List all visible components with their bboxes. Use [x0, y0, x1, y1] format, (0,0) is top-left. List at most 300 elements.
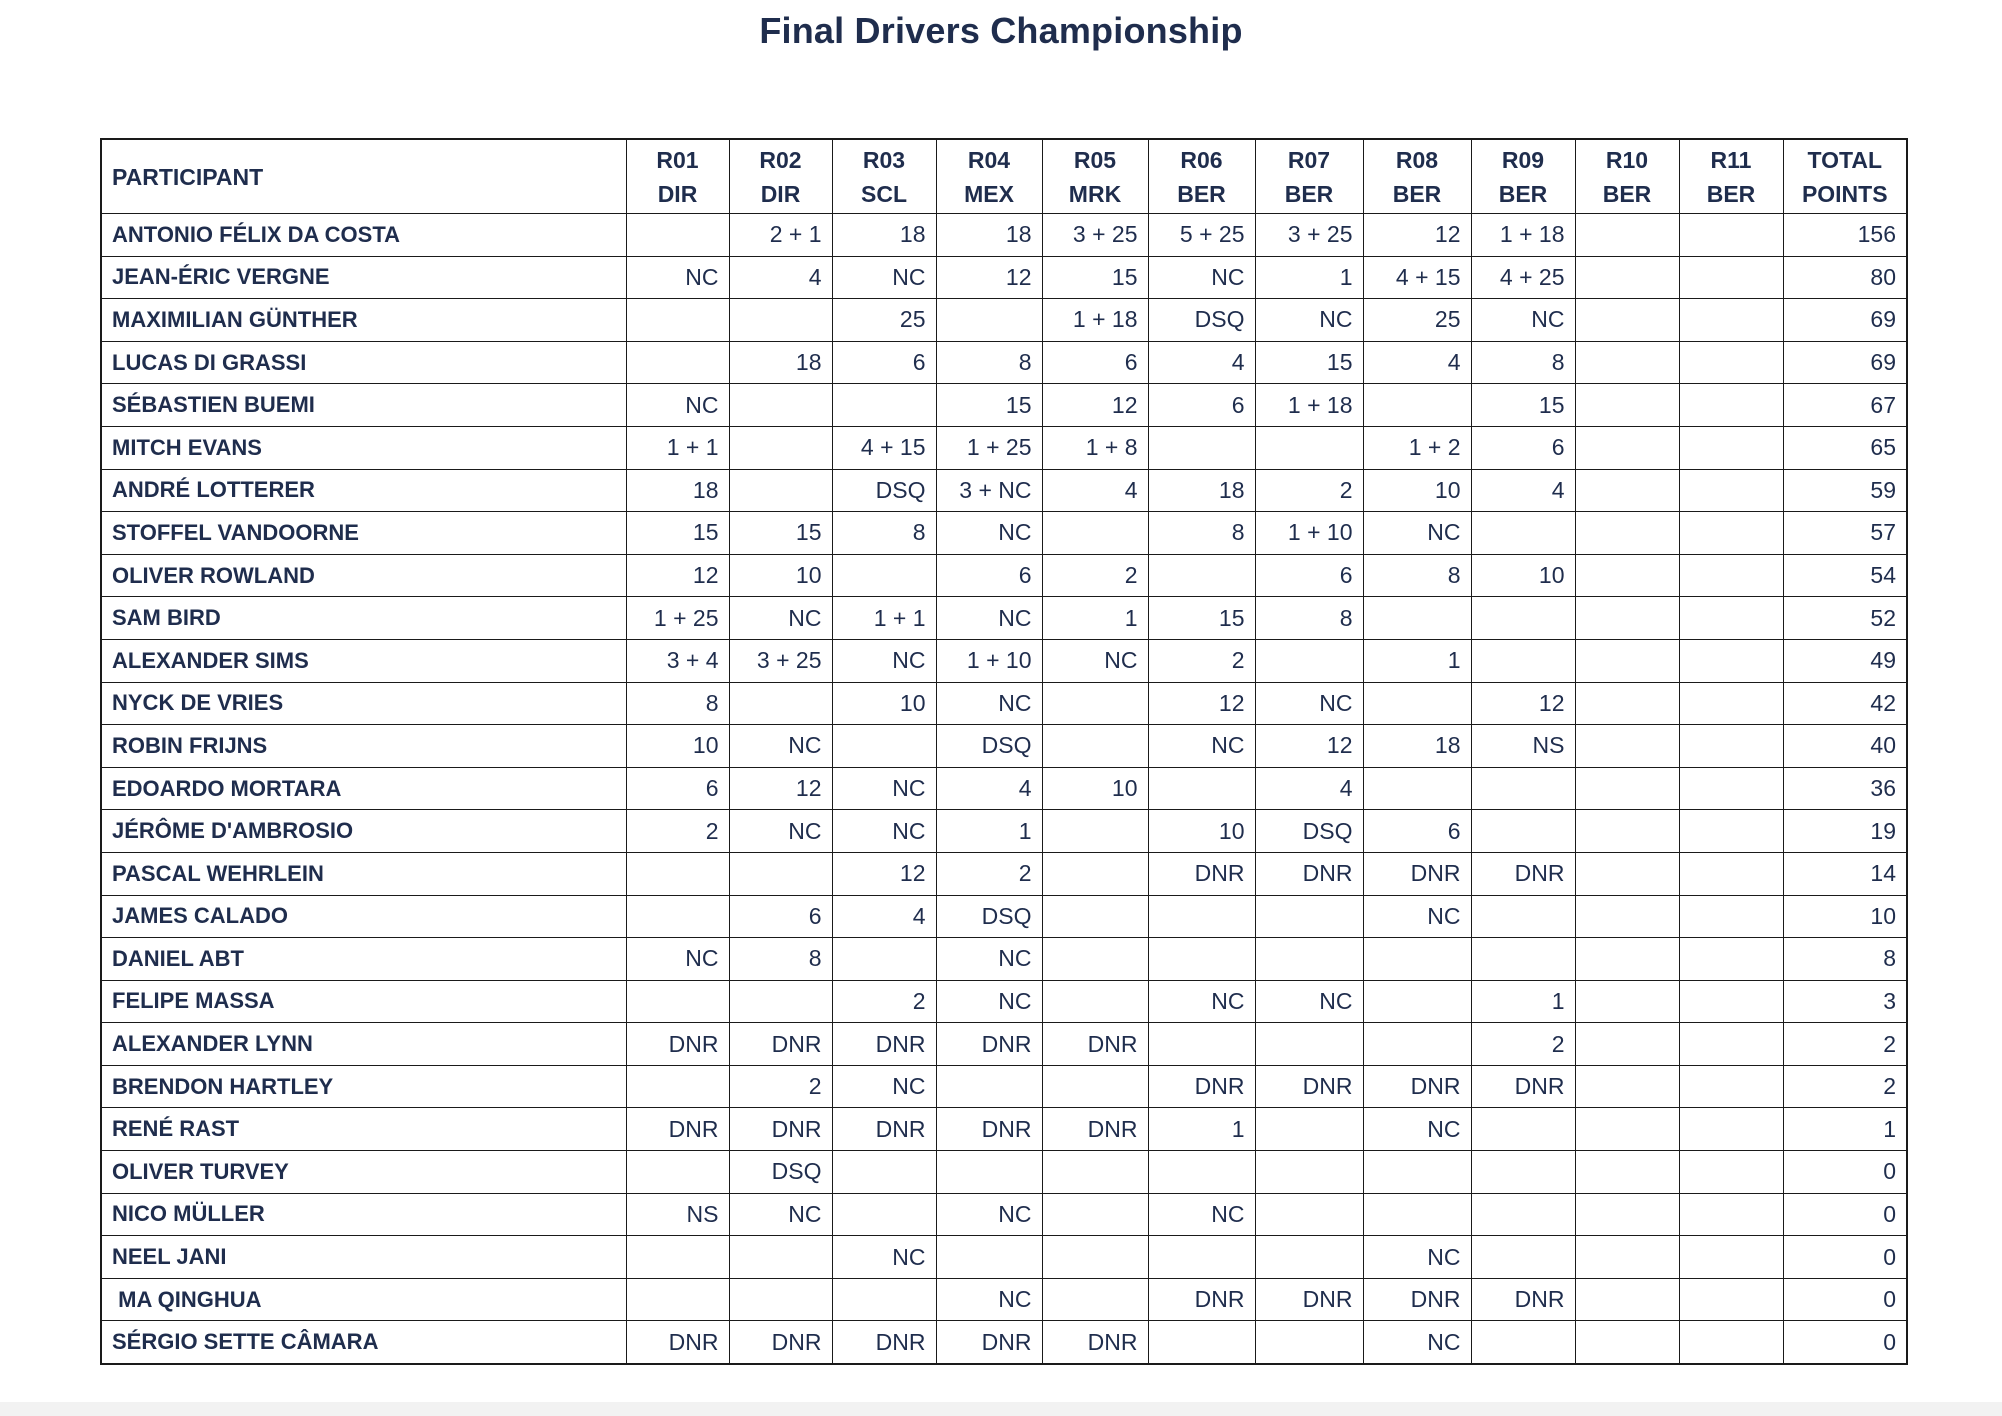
result-cell: NC	[1363, 895, 1471, 938]
result-cell	[729, 299, 832, 342]
result-cell: 1 + 10	[936, 639, 1042, 682]
standings-body	[101, 214, 1907, 1365]
round-number: R10	[1605, 146, 1649, 173]
result-cell: 10	[626, 725, 729, 768]
result-cell	[1471, 810, 1575, 853]
total-points-cell: 57	[1783, 512, 1907, 555]
result-cell	[1575, 895, 1679, 938]
result-cell	[1471, 1193, 1575, 1236]
result-cell: 4	[1042, 469, 1148, 512]
result-cell: DSQ	[1148, 299, 1255, 342]
result-cell: 4	[1363, 341, 1471, 384]
round-number: R08	[1395, 146, 1439, 173]
total-points-cell: 40	[1783, 725, 1907, 768]
standings-table	[100, 138, 1908, 1365]
result-cell: 8	[1148, 512, 1255, 555]
result-cell: NC	[729, 725, 832, 768]
result-cell	[1255, 1023, 1363, 1066]
result-cell: 10	[729, 554, 832, 597]
result-cell	[1363, 1151, 1471, 1194]
result-cell: NC	[936, 682, 1042, 725]
result-cell	[1255, 1193, 1363, 1236]
table-row	[101, 852, 1907, 895]
result-cell: 1	[1471, 980, 1575, 1023]
result-cell	[1575, 597, 1679, 640]
result-cell	[1679, 725, 1783, 768]
result-cell	[936, 1151, 1042, 1194]
result-cell	[626, 1236, 729, 1279]
result-cell	[1679, 299, 1783, 342]
result-cell: 1 + 2	[1363, 426, 1471, 469]
result-cell: 1 + 1	[832, 597, 936, 640]
result-cell: 15	[1148, 597, 1255, 640]
result-cell: DNR	[1148, 1278, 1255, 1321]
result-cell: NC	[936, 597, 1042, 640]
result-cell: 6	[1363, 810, 1471, 853]
result-cell	[1575, 980, 1679, 1023]
participant-name: MITCH EVANS	[101, 426, 626, 469]
footer-strip	[0, 1402, 2002, 1416]
result-cell: 18	[1148, 469, 1255, 512]
round-number: R07	[1287, 146, 1331, 173]
result-cell: NC	[1363, 512, 1471, 555]
result-cell	[1575, 1193, 1679, 1236]
result-cell: DNR	[1042, 1023, 1148, 1066]
result-cell: NC	[832, 810, 936, 853]
result-cell: 1 + 18	[1042, 299, 1148, 342]
result-cell	[832, 938, 936, 981]
round-number: R03	[862, 146, 906, 173]
round-venue: DIR	[760, 180, 801, 207]
result-cell: 1 + 8	[1042, 426, 1148, 469]
result-cell	[1471, 938, 1575, 981]
result-cell: NC	[936, 980, 1042, 1023]
result-cell: DNR	[1255, 1065, 1363, 1108]
result-cell	[1471, 512, 1575, 555]
result-cell	[626, 299, 729, 342]
table-row	[101, 554, 1907, 597]
result-cell: DNR	[1471, 852, 1575, 895]
total-points-cell: 10	[1783, 895, 1907, 938]
result-cell	[1679, 767, 1783, 810]
result-cell: 1 + 10	[1255, 512, 1363, 555]
result-cell	[1363, 384, 1471, 427]
result-cell: 6	[1471, 426, 1575, 469]
result-cell	[1575, 725, 1679, 768]
result-cell: 4	[1255, 767, 1363, 810]
result-cell	[1363, 1023, 1471, 1066]
participant-name: RENÉ RAST	[101, 1108, 626, 1151]
participant-name: EDOARDO MORTARA	[101, 767, 626, 810]
result-cell: NC	[1255, 682, 1363, 725]
result-cell	[1575, 1108, 1679, 1151]
total-points-cell: 3	[1783, 980, 1907, 1023]
result-cell	[1148, 938, 1255, 981]
result-cell	[729, 682, 832, 725]
result-cell: NC	[1148, 980, 1255, 1023]
result-cell: NC	[1471, 299, 1575, 342]
result-cell	[1042, 1236, 1148, 1279]
result-cell: 1	[1363, 639, 1471, 682]
participant-name: DANIEL ABT	[101, 938, 626, 981]
result-cell: DNR	[832, 1023, 936, 1066]
result-cell	[1679, 852, 1783, 895]
total-points-cell: 69	[1783, 341, 1907, 384]
total-header-line: TOTAL	[1807, 146, 1883, 173]
result-cell: DNR	[832, 1108, 936, 1151]
result-cell: DNR	[1148, 1065, 1255, 1108]
result-cell: 6	[1255, 554, 1363, 597]
result-cell: NC	[832, 1065, 936, 1108]
result-cell: 4	[936, 767, 1042, 810]
round-header-r02	[729, 139, 832, 214]
participant-name: ALEXANDER SIMS	[101, 639, 626, 682]
result-cell: NC	[1363, 1236, 1471, 1279]
table-row	[101, 597, 1907, 640]
result-cell: 4	[1471, 469, 1575, 512]
total-points-cell: 42	[1783, 682, 1907, 725]
table-row	[101, 938, 1907, 981]
participant-name: NEEL JANI	[101, 1236, 626, 1279]
result-cell	[1575, 1065, 1679, 1108]
participant-name: SÉBASTIEN BUEMI	[101, 384, 626, 427]
result-cell	[1575, 938, 1679, 981]
result-cell	[1679, 1065, 1783, 1108]
result-cell: 1 + 25	[936, 426, 1042, 469]
table-row	[101, 426, 1907, 469]
result-cell: 18	[1363, 725, 1471, 768]
result-cell	[1363, 597, 1471, 640]
total-points-cell: 19	[1783, 810, 1907, 853]
result-cell: 10	[1363, 469, 1471, 512]
result-cell: DNR	[832, 1321, 936, 1364]
result-cell: 8	[1363, 554, 1471, 597]
participant-name: OLIVER TURVEY	[101, 1151, 626, 1194]
result-cell: 25	[1363, 299, 1471, 342]
result-cell: 12	[1471, 682, 1575, 725]
result-cell	[1575, 810, 1679, 853]
round-header-r09	[1471, 139, 1575, 214]
result-cell	[1679, 1023, 1783, 1066]
result-cell: DNR	[729, 1108, 832, 1151]
result-cell: 8	[1471, 341, 1575, 384]
result-cell	[1042, 512, 1148, 555]
participant-name: JÉRÔME D'AMBROSIO	[101, 810, 626, 853]
result-cell: 4	[832, 895, 936, 938]
result-cell	[1042, 1151, 1148, 1194]
result-cell	[1679, 1321, 1783, 1364]
result-cell	[1679, 256, 1783, 299]
result-cell: 12	[1363, 214, 1471, 257]
result-cell: 15	[1042, 256, 1148, 299]
result-cell: 1	[936, 810, 1042, 853]
result-cell	[1471, 597, 1575, 640]
table-row	[101, 767, 1907, 810]
result-cell: 2	[832, 980, 936, 1023]
result-cell: NC	[832, 1236, 936, 1279]
round-header-r10	[1575, 139, 1679, 214]
result-cell: DNR	[1042, 1108, 1148, 1151]
result-cell	[1679, 426, 1783, 469]
result-cell	[1148, 895, 1255, 938]
result-cell	[1363, 980, 1471, 1023]
table-row	[101, 1023, 1907, 1066]
result-cell	[936, 1065, 1042, 1108]
result-cell	[1679, 810, 1783, 853]
round-number: R01	[656, 146, 699, 173]
result-cell	[1148, 554, 1255, 597]
result-cell	[1363, 1193, 1471, 1236]
round-header-r04	[936, 139, 1042, 214]
result-cell: 25	[832, 299, 936, 342]
result-cell	[1042, 1193, 1148, 1236]
result-cell: DNR	[626, 1321, 729, 1364]
result-cell	[1042, 682, 1148, 725]
header-row	[101, 139, 1907, 214]
result-cell	[1679, 980, 1783, 1023]
result-cell: 2	[626, 810, 729, 853]
table-row	[101, 1236, 1907, 1279]
result-cell: NC	[936, 1193, 1042, 1236]
result-cell	[1679, 341, 1783, 384]
result-cell: DSQ	[1255, 810, 1363, 853]
result-cell: 12	[1255, 725, 1363, 768]
result-cell	[1679, 1278, 1783, 1321]
round-number: R04	[967, 146, 1011, 173]
result-cell	[1148, 1236, 1255, 1279]
total-points-cell: 67	[1783, 384, 1907, 427]
result-cell: 3 + 25	[1042, 214, 1148, 257]
result-cell: 8	[832, 512, 936, 555]
result-cell	[626, 1065, 729, 1108]
result-cell: DNR	[1363, 1065, 1471, 1108]
participant-name: SAM BIRD	[101, 597, 626, 640]
result-cell: 12	[832, 852, 936, 895]
table-row	[101, 682, 1907, 725]
result-cell	[832, 384, 936, 427]
result-cell	[1255, 1236, 1363, 1279]
result-cell: 1 + 18	[1471, 214, 1575, 257]
result-cell	[1471, 639, 1575, 682]
result-cell: 15	[1471, 384, 1575, 427]
participant-name: SÉRGIO SETTE CÂMARA	[101, 1321, 626, 1364]
round-venue: BER	[1706, 180, 1756, 207]
result-cell: 6	[1148, 384, 1255, 427]
participant-header: PARTICIPANT	[101, 139, 626, 214]
result-cell	[1575, 767, 1679, 810]
result-cell	[626, 341, 729, 384]
result-cell	[1255, 895, 1363, 938]
round-header-r05	[1042, 139, 1148, 214]
result-cell: DNR	[936, 1108, 1042, 1151]
participant-name: STOFFEL VANDOORNE	[101, 512, 626, 555]
result-cell	[832, 1193, 936, 1236]
result-cell: 2 + 1	[729, 214, 832, 257]
table-row	[101, 1151, 1907, 1194]
result-cell	[1575, 1151, 1679, 1194]
table-row	[101, 214, 1907, 257]
result-cell: NC	[626, 938, 729, 981]
result-cell	[936, 299, 1042, 342]
result-cell: 15	[1255, 341, 1363, 384]
result-cell: DNR	[1363, 1278, 1471, 1321]
participant-name: ANTONIO FÉLIX DA COSTA	[101, 214, 626, 257]
result-cell	[1255, 1321, 1363, 1364]
round-number: R06	[1180, 146, 1223, 173]
result-cell: 5 + 25	[1148, 214, 1255, 257]
total-points-cell: 8	[1783, 938, 1907, 981]
result-cell: 4 + 15	[1363, 256, 1471, 299]
result-cell: 1 + 18	[1255, 384, 1363, 427]
total-points-cell: 59	[1783, 469, 1907, 512]
result-cell	[1042, 725, 1148, 768]
result-cell: 10	[1148, 810, 1255, 853]
round-header-r08	[1363, 139, 1471, 214]
result-cell	[1575, 299, 1679, 342]
result-cell	[1255, 1108, 1363, 1151]
result-cell	[936, 1236, 1042, 1279]
result-cell: NC	[832, 256, 936, 299]
total-points-cell: 0	[1783, 1193, 1907, 1236]
result-cell: 4 + 25	[1471, 256, 1575, 299]
result-cell	[1148, 767, 1255, 810]
result-cell	[1042, 895, 1148, 938]
round-venue: BER	[1602, 180, 1652, 207]
result-cell	[1471, 895, 1575, 938]
round-header-r07	[1255, 139, 1363, 214]
result-cell: 4	[1148, 341, 1255, 384]
round-header-r11	[1679, 139, 1783, 214]
result-cell: 1	[1148, 1108, 1255, 1151]
result-cell	[626, 1278, 729, 1321]
result-cell	[1471, 1108, 1575, 1151]
result-cell: 3 + 25	[729, 639, 832, 682]
result-cell	[1679, 682, 1783, 725]
total-header-line: POINTS	[1801, 180, 1888, 207]
result-cell	[626, 980, 729, 1023]
result-cell	[1679, 384, 1783, 427]
result-cell	[1575, 554, 1679, 597]
result-cell: 1 + 1	[626, 426, 729, 469]
total-points-cell: 65	[1783, 426, 1907, 469]
result-cell: NC	[1148, 256, 1255, 299]
total-points-cell: 0	[1783, 1321, 1907, 1364]
total-points-cell: 80	[1783, 256, 1907, 299]
total-points-cell: 69	[1783, 299, 1907, 342]
participant-name: LUCAS DI GRASSI	[101, 341, 626, 384]
result-cell: 15	[936, 384, 1042, 427]
result-cell: 10	[832, 682, 936, 725]
result-cell	[1471, 767, 1575, 810]
result-cell	[1148, 1023, 1255, 1066]
result-cell: NC	[1148, 725, 1255, 768]
result-cell	[729, 1278, 832, 1321]
table-row	[101, 256, 1907, 299]
total-points-cell: 14	[1783, 852, 1907, 895]
result-cell	[626, 1151, 729, 1194]
result-cell	[729, 426, 832, 469]
round-venue: BER	[1498, 180, 1548, 207]
result-cell: DNR	[1255, 852, 1363, 895]
table-row	[101, 1065, 1907, 1108]
participant-name: MA QINGHUA	[101, 1278, 626, 1321]
result-cell	[626, 895, 729, 938]
result-cell	[832, 1151, 936, 1194]
total-points-cell: 49	[1783, 639, 1907, 682]
result-cell	[832, 554, 936, 597]
result-cell	[1575, 384, 1679, 427]
total-points-cell: 0	[1783, 1236, 1907, 1279]
participant-name: NICO MÜLLER	[101, 1193, 626, 1236]
result-cell: 4 + 15	[832, 426, 936, 469]
result-cell: 3 + 25	[1255, 214, 1363, 257]
table-row	[101, 980, 1907, 1023]
result-cell	[1042, 852, 1148, 895]
result-cell: 2	[1042, 554, 1148, 597]
participant-name: ALEXANDER LYNN	[101, 1023, 626, 1066]
result-cell	[1363, 767, 1471, 810]
result-cell	[1042, 1065, 1148, 1108]
result-cell: DSQ	[936, 895, 1042, 938]
result-cell: 6	[936, 554, 1042, 597]
total-points-cell: 36	[1783, 767, 1907, 810]
result-cell: NC	[936, 938, 1042, 981]
result-cell	[1042, 938, 1148, 981]
table-row	[101, 810, 1907, 853]
result-cell	[626, 852, 729, 895]
participant-name: OLIVER ROWLAND	[101, 554, 626, 597]
result-cell: 3 + NC	[936, 469, 1042, 512]
result-cell: NC	[626, 256, 729, 299]
result-cell: NC	[1363, 1108, 1471, 1151]
result-cell	[1471, 1321, 1575, 1364]
result-cell	[626, 214, 729, 257]
result-cell: 12	[626, 554, 729, 597]
result-cell	[1575, 1023, 1679, 1066]
total-points-cell: 0	[1783, 1278, 1907, 1321]
result-cell: 18	[832, 214, 936, 257]
result-cell: NC	[936, 1278, 1042, 1321]
result-cell	[1679, 1108, 1783, 1151]
result-cell: 12	[1148, 682, 1255, 725]
result-cell: NC	[729, 1193, 832, 1236]
result-cell	[1148, 426, 1255, 469]
round-venue: DIR	[657, 180, 698, 207]
table-row	[101, 639, 1907, 682]
result-cell: DSQ	[832, 469, 936, 512]
table-row	[101, 1321, 1907, 1364]
result-cell: 1	[1255, 256, 1363, 299]
participant-name: ROBIN FRIJNS	[101, 725, 626, 768]
table-row	[101, 512, 1907, 555]
result-cell	[1363, 682, 1471, 725]
result-cell: DNR	[1471, 1065, 1575, 1108]
result-cell	[1575, 852, 1679, 895]
result-cell: DSQ	[936, 725, 1042, 768]
result-cell: DNR	[1148, 852, 1255, 895]
result-cell	[1255, 938, 1363, 981]
result-cell	[1575, 214, 1679, 257]
table-row	[101, 1278, 1907, 1321]
result-cell: NS	[626, 1193, 729, 1236]
participant-name: BRENDON HARTLEY	[101, 1065, 626, 1108]
round-number: R11	[1710, 146, 1752, 173]
result-cell: 2	[1148, 639, 1255, 682]
participant-name: JEAN-ÉRIC VERGNE	[101, 256, 626, 299]
table-row	[101, 384, 1907, 427]
participant-name: MAXIMILIAN GÜNTHER	[101, 299, 626, 342]
round-number: R09	[1501, 146, 1545, 173]
